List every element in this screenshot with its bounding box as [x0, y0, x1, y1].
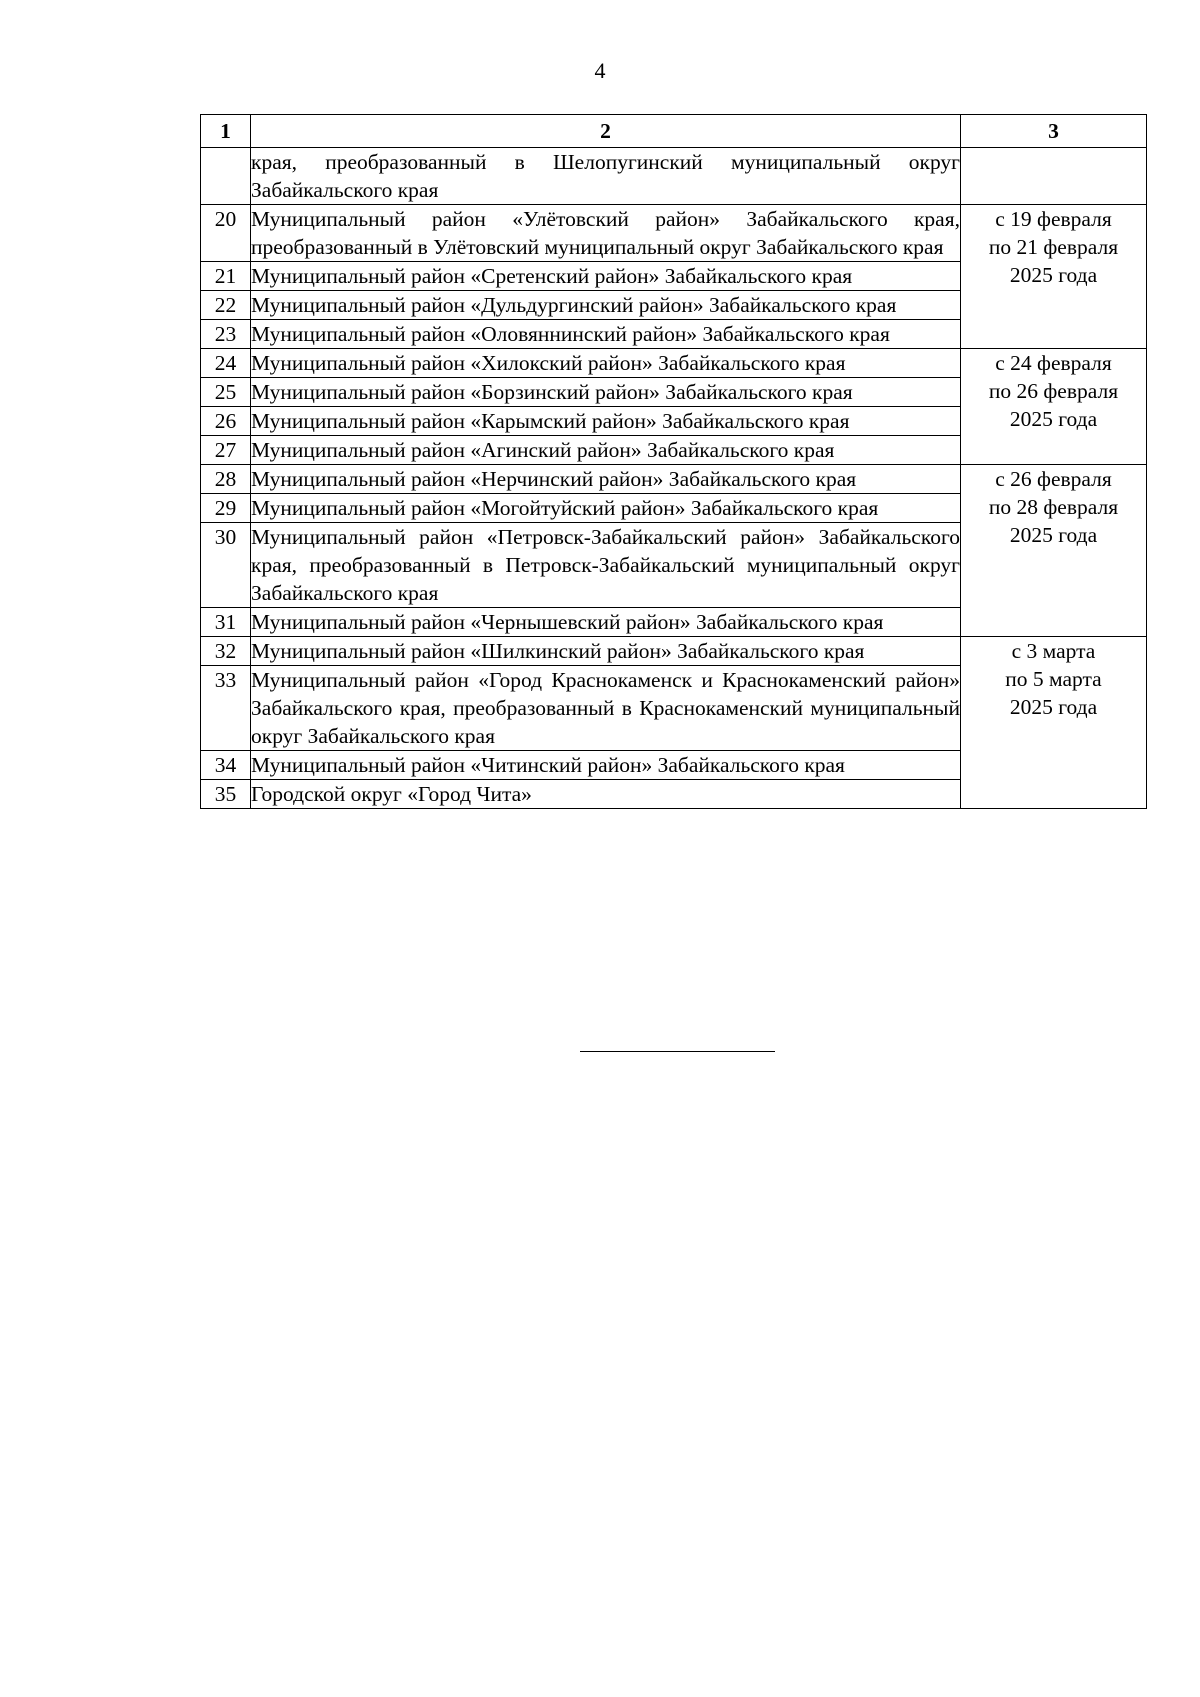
table-row: [201, 637, 1147, 666]
period-to: по 28 февраля: [988, 495, 1119, 519]
row-number: 27: [201, 436, 251, 465]
row-number: 21: [201, 262, 251, 291]
row-number: 29: [201, 494, 251, 523]
row-description: Муниципальный район «Хилокский район» Забайкальского края: [251, 349, 961, 378]
row-number: 20: [201, 205, 251, 262]
row-description: Муниципальный район «Сретенский район» Забайкальского края: [251, 262, 961, 291]
row-description: Муниципальный район «Агинский район» Забайкальского края: [251, 436, 961, 465]
period-year: 2025 года: [1009, 263, 1098, 287]
period-year: 2025 года: [1009, 407, 1098, 431]
period-to: по 21 февраля: [988, 235, 1119, 259]
row-number: 32: [201, 637, 251, 666]
row-number: 35: [201, 780, 251, 809]
row-number: 22: [201, 291, 251, 320]
table-row: [201, 205, 1147, 262]
period-cell: [961, 637, 1147, 809]
row-description: Муниципальный район «Петровск-Забайкальский район» Забайкальского края, преобразованный в Петровск-Забайкальский муниципальный округ Забайкальского края: [251, 523, 961, 608]
row-description: Муниципальный район «Город Краснокаменск и Краснокаменский район» Забайкальского края, преобразованный в Краснокаменский муниципальный округ Забайкальского края: [251, 666, 961, 751]
header-col-2: 2: [251, 115, 961, 148]
row-description: Муниципальный район «Шилкинский район» Забайкальского края: [251, 637, 961, 666]
row-description: Муниципальный район «Борзинский район» Забайкальского края: [251, 378, 961, 407]
period-year: 2025 года: [1009, 523, 1098, 547]
row-description: Городской округ «Город Чита»: [251, 780, 961, 809]
row-description: Муниципальный район «Читинский район» Забайкальского края: [251, 751, 961, 780]
row-number: [201, 148, 251, 205]
header-col-1: 1: [201, 115, 251, 148]
header-col-3: 3: [961, 115, 1147, 148]
period-to: по 26 февраля: [988, 379, 1119, 403]
period-cell: [961, 349, 1147, 465]
row-number: 25: [201, 378, 251, 407]
row-number: 33: [201, 666, 251, 751]
period-year: 2025 года: [1009, 695, 1098, 719]
period-cell: [961, 205, 1147, 349]
row-description: Муниципальный район «Могойтуйский район» Забайкальского края: [251, 494, 961, 523]
row-description: Муниципальный район «Чернышевский район» Забайкальского края: [251, 608, 961, 637]
table-row: [201, 349, 1147, 378]
row-description: Муниципальный район «Нерчинский район» Забайкальского края: [251, 465, 961, 494]
row-number: 31: [201, 608, 251, 637]
period-cell: [961, 465, 1147, 637]
row-number: 24: [201, 349, 251, 378]
period-from: с 24 февраля: [995, 351, 1112, 375]
schedule-table: [200, 114, 1147, 809]
period-from: с 26 февраля: [995, 467, 1112, 491]
table-row: [201, 465, 1147, 494]
end-of-document-rule: [580, 1051, 775, 1052]
row-number: 34: [201, 751, 251, 780]
row-number: 30: [201, 523, 251, 608]
table-row-continuation: [201, 148, 1147, 205]
period-from: с 3 марта: [1011, 639, 1096, 663]
row-number: 23: [201, 320, 251, 349]
row-description: Муниципальный район «Карымский район» Забайкальского края: [251, 407, 961, 436]
page-number: 4: [594, 58, 606, 83]
row-number: 28: [201, 465, 251, 494]
row-description: Муниципальный район «Улётовский район» Забайкальского края, преобразованный в Улётовский муниципальный округ Забайкальского края: [251, 205, 961, 262]
row-description: Муниципальный район «Дульдургинский район» Забайкальского края: [251, 291, 961, 320]
period-from: с 19 февраля: [995, 207, 1112, 231]
table-header-row: [201, 115, 1147, 148]
period-to: по 5 марта: [1005, 667, 1102, 691]
row-description: края, преобразованный в Шелопугинский муниципальный округ Забайкальского края: [251, 148, 961, 205]
row-number: 26: [201, 407, 251, 436]
row-period: [961, 148, 1147, 205]
row-description: Муниципальный район «Оловяннинский район» Забайкальского края: [251, 320, 961, 349]
